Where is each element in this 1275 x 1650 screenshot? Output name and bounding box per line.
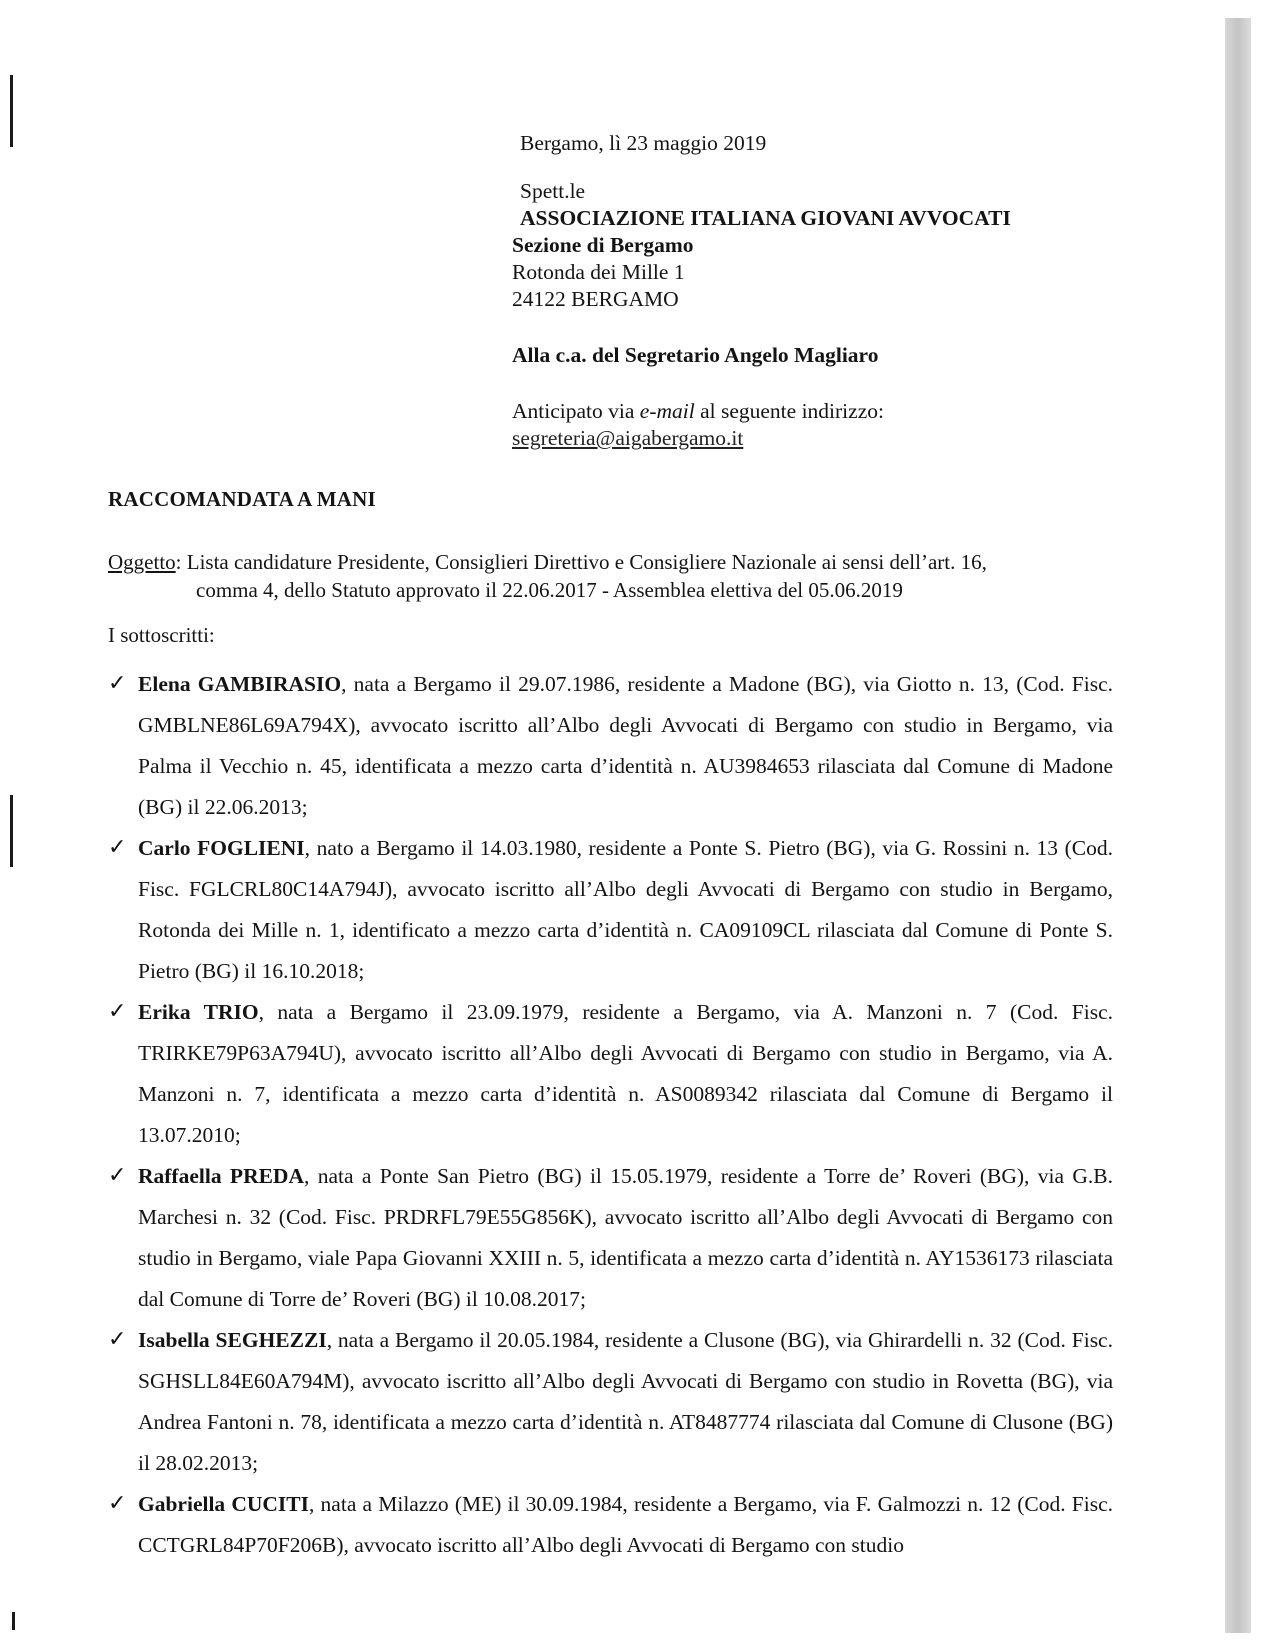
candidate-name: Erika TRIO [138,1000,259,1024]
candidate-details: , nata a Ponte San Pietro (BG) il 15.05.1979, residente a Torre de’ Roveri (BG), via G.B. Marchesi n. 32 (Cod. Fisc. PRDRFL79E55G856K), avvocato iscritto all’Albo degli Avvocati di Bergamo con studio in Bergamo, viale Papa Giovanni XXIII n. 5, identificata a mezzo carta d’identità n. AY1536173 rilasciata dal Comune di Torre de’ Roveri (BG) il 10.08.2017; [138,1164,1113,1311]
candidate-item [108,1320,1113,1484]
scan-mark [10,75,13,147]
scan-mark [10,795,13,867]
email-address-link[interactable]: segreteria@aigabergamo.it [512,426,744,450]
recipient-street: Rotonda dei Mille 1 [512,260,685,284]
anticipated-line: Anticipato via e-mail al seguente indirizzo: [512,399,884,423]
recipient-organization: ASSOCIAZIONE ITALIANA GIOVANI AVVOCATI [520,206,1011,230]
checkmark-icon: ✓ [108,1162,127,1187]
recipient-section: Sezione di Bergamo [512,233,694,257]
candidate-list [108,664,1113,1566]
scan-mark [12,1612,15,1630]
checkmark-icon: ✓ [108,998,127,1023]
subject-label: Oggetto [108,550,176,574]
candidate-details: , nata a Bergamo il 23.09.1979, residente a Bergamo, via A. Manzoni n. 7 (Cod. Fisc. TRIRKE79P63A794U), avvocato iscritto all’Albo degli Avvocati di Bergamo con studio in Bergamo, via A. Manzoni n. 7, identificata a mezzo carta d’identità n. AS0089342 rilasciata dal Comune di Bergamo il 13.07.2010; [138,1000,1113,1147]
candidate-item [108,1156,1113,1320]
recipient-salutation: Spett.le [520,179,586,203]
subject-line-2: comma 4, dello Statuto approvato il 22.06.2017 - Assemblea elettiva del 05.06.2019 [196,578,903,602]
checkmark-icon: ✓ [108,834,127,859]
candidate-item [108,992,1113,1156]
intro-line: I sottoscritti: [108,623,215,647]
candidate-details: , nata a Bergamo il 20.05.1984, residente a Clusone (BG), via Ghirardelli n. 32 (Cod. Fisc. SGHSLL84E60A794M), avvocato iscritto all’Albo degli Avvocati di Bergamo con studio in Rovetta (BG), via Andrea Fantoni n. 78, identificata a mezzo carta d’identità n. AT8487774 rilasciata dal Comune di Clusone (BG) il 28.02.2013; [138,1328,1113,1475]
scan-edge-shadow [1225,18,1251,1633]
candidate-item [108,664,1113,828]
candidate-name: Elena GAMBIRASIO [138,672,342,696]
candidate-item [108,828,1113,992]
candidate-details: , nata a Milazzo (ME) il 30.09.1984, residente a Bergamo, via F. Galmozzi n. 12 (Cod. Fisc. CCTGRL84P70F206B), avvocato iscritto all’Albo degli Avvocati di Bergamo con studio [138,1492,1114,1557]
subject-line-1: : Lista candidature Presidente, Consiglieri Direttivo e Consigliere Nazionale ai sensi dell’art. 16, [175,550,987,574]
subject-block [108,548,1108,604]
candidate-name: Raffaella PREDA [138,1164,304,1188]
candidate-details: , nata a Bergamo il 29.07.1986, residente a Madone (BG), via Giotto n. 13, (Cod. Fisc. GMBLNE86L69A794X), avvocato iscritto all’Albo degli Avvocati di Bergamo con studio in Bergamo, via Palma il Vecchio n. 45, identificata a mezzo carta d’identità n. AU3984653 rilasciata dal Comune di Madone (BG) il 22.06.2013; [138,672,1113,819]
checkmark-icon: ✓ [108,1326,127,1351]
date-line: Bergamo, lì 23 maggio 2019 [520,131,767,155]
candidate-name: Carlo FOGLIENI [138,836,305,860]
delivery-method: RACCOMANDATA A MANI [108,487,376,511]
checkmark-icon: ✓ [108,670,127,695]
candidate-name: Gabriella CUCITI [138,1492,310,1516]
checkmark-icon: ✓ [108,1490,127,1515]
candidate-item [108,1484,1113,1566]
attention-line: Alla c.a. del Segretario Angelo Magliaro [512,343,879,367]
email-medium: e-mail [639,399,695,423]
candidate-details: , nato a Bergamo il 14.03.1980, residente a Ponte S. Pietro (BG), via G. Rossini n. 13 (Cod. Fisc. FGLCRL80C14A794J), avvocato iscritto all’Albo degli Avvocati di Bergamo con studio in Bergamo, Rotonda dei Mille n. 1, identificato a mezzo carta d’identità n. CA09109CL rilasciata dal Comune di Ponte S. Pietro (BG) il 16.10.2018; [138,836,1113,983]
candidate-name: Isabella SEGHEZZI [138,1328,327,1352]
recipient-city: 24122 BERGAMO [512,287,679,311]
